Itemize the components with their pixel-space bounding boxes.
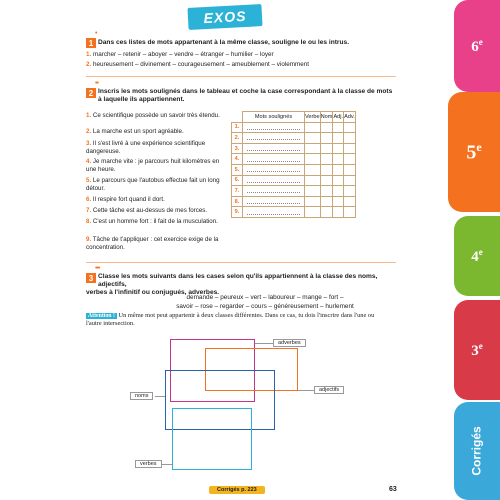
ex2-sentence-3: 3. Il s'est livré à une expérience scientifique dangereuse. (86, 140, 206, 155)
row-number: 4. (232, 154, 243, 165)
adj-checkbox[interactable] (333, 133, 344, 144)
adv-checkbox[interactable] (344, 186, 356, 197)
row-number: 6. (232, 175, 243, 186)
col-adj: Adj. (333, 112, 344, 123)
ex3-title: Classe les mots suivants dans les cases selon qu'ils appartiennent à la classe des noms, adjectifs, verbes à l'infinitif ou conjugués, adverbes. (86, 273, 378, 296)
nom-checkbox[interactable] (320, 175, 333, 186)
row-number: 1. (232, 122, 243, 133)
verbe-checkbox[interactable] (305, 154, 321, 165)
row-number: 9. (232, 207, 243, 218)
mots-cell[interactable] (243, 175, 305, 186)
mots-cell[interactable] (243, 196, 305, 207)
col-mots-soulignes: Mots soulignés (243, 112, 305, 123)
classification-table (231, 111, 356, 218)
tab-4e[interactable] (454, 216, 500, 296)
adv-checkbox[interactable] (344, 164, 356, 175)
mots-cell[interactable] (243, 164, 305, 175)
col-adv: Adv. (344, 112, 356, 123)
adv-checkbox[interactable] (344, 175, 356, 186)
verbe-checkbox[interactable] (305, 133, 321, 144)
ex2-title: Inscris les mots soulignés dans le tableau et coche la case correspondant à la classe de mots à laquelle ils appartiennent. (98, 88, 393, 103)
ex1-difficulty: • (95, 30, 97, 37)
nom-checkbox[interactable] (320, 122, 333, 133)
ex2-sentence-4: 4. Je marche vite : je parcours huit kilomètres en une heure. (86, 158, 220, 173)
mots-cell[interactable] (243, 143, 305, 154)
adv-checkbox[interactable] (344, 122, 356, 133)
ex2-sentence-9: 9. Tâche de t'appliquer : cet exercice exige de la concentration. (86, 236, 219, 251)
nom-checkbox[interactable] (320, 143, 333, 154)
adjectifs-connector (298, 390, 314, 391)
ex2-difficulty: •• (95, 80, 98, 87)
ex2-number: 2 (86, 88, 96, 98)
row-number: 8. (232, 196, 243, 207)
nom-checkbox[interactable] (320, 186, 333, 197)
adv-checkbox[interactable] (344, 207, 356, 218)
verbes-label: verbes (135, 460, 162, 468)
row-number: 5. (232, 164, 243, 175)
nom-checkbox[interactable] (320, 196, 333, 207)
row-number: 3. (232, 143, 243, 154)
verbe-checkbox[interactable] (305, 175, 321, 186)
mots-cell[interactable] (243, 207, 305, 218)
mots-cell[interactable] (243, 154, 305, 165)
col-verbe: Verbe (305, 112, 321, 123)
nom-checkbox[interactable] (320, 164, 333, 175)
tab-6e-label: 6e (471, 36, 483, 55)
row-number: 2. (232, 133, 243, 144)
nom-checkbox[interactable] (320, 133, 333, 144)
adjectifs-label: adjectifs (314, 386, 344, 394)
mots-cell[interactable] (243, 186, 305, 197)
nom-checkbox[interactable] (320, 154, 333, 165)
ex2-sentence-2: 2. La marche est un sport agréable. (86, 128, 184, 135)
adj-checkbox[interactable] (333, 196, 344, 207)
mots-cell[interactable] (243, 133, 305, 144)
nom-checkbox[interactable] (320, 207, 333, 218)
ex3-difficulty: ••• (95, 265, 100, 272)
ex3-number: 3 (86, 273, 96, 283)
table-row (232, 164, 356, 175)
tab-corriges-label: Corrigés (470, 426, 485, 476)
adj-checkbox[interactable] (333, 154, 344, 165)
ex2-sentence-5: 5. Le parcours que l'autobus effectue fait un long détour. (86, 177, 220, 192)
table-row (232, 143, 356, 154)
divider (86, 76, 396, 77)
table-row (232, 133, 356, 144)
tab-3e-label: 3e (471, 340, 483, 359)
adj-checkbox[interactable] (333, 186, 344, 197)
ex2-sentence-6: 6. Il respire fort quand il dort. (86, 196, 165, 203)
corriges-reference[interactable]: Corrigés p. 223 (209, 486, 265, 494)
ex2-sentence-8: 8. C'est un homme fort : il fait de la musculation. (86, 218, 218, 225)
adv-checkbox[interactable] (344, 196, 356, 207)
word-list: demande – peureux – vert – laboureur – mange – fort – savoir – rose – regarder – cours – généreusement – hurlement (176, 294, 354, 310)
verbe-checkbox[interactable] (305, 143, 321, 154)
table-row (232, 122, 356, 133)
noms-connector (155, 396, 165, 397)
table-row (232, 154, 356, 165)
tab-5e-label: 5e (466, 139, 482, 164)
noms-label: noms (130, 392, 153, 400)
ex1-number: 1 (86, 38, 96, 48)
tab-4e-label: 4e (471, 246, 483, 265)
adj-checkbox[interactable] (333, 175, 344, 186)
tab-6e[interactable] (454, 0, 500, 92)
adv-checkbox[interactable] (344, 154, 356, 165)
verbes-box[interactable] (172, 408, 252, 470)
exos-banner: EXOS (187, 4, 262, 30)
verbe-checkbox[interactable] (305, 207, 321, 218)
adverbes-label: adverbes (273, 339, 306, 347)
attention-text: Un même mot peut appartenir à deux classes différentes. Dans ce cas, tu dois l'inscrire dans l'une ou l'autre intersection. (86, 312, 375, 327)
adv-checkbox[interactable] (344, 133, 356, 144)
adverbes-connector (255, 343, 273, 344)
verbe-checkbox[interactable] (305, 122, 321, 133)
table-row (232, 196, 356, 207)
tab-3e[interactable] (454, 300, 500, 400)
ex2-sentence-7: 7. Cette tâche est au-dessus de mes forces. (86, 207, 208, 214)
verbe-checkbox[interactable] (305, 196, 321, 207)
adv-checkbox[interactable] (344, 143, 356, 154)
page-number: 63 (389, 486, 397, 493)
col-nom: Nom (320, 112, 333, 123)
mots-cell[interactable] (243, 122, 305, 133)
attention-note (86, 312, 391, 328)
adj-checkbox[interactable] (333, 207, 344, 218)
verbe-checkbox[interactable] (305, 186, 321, 197)
attention-badge: Attention ! (88, 313, 115, 319)
adj-checkbox[interactable] (333, 164, 344, 175)
table-row (232, 175, 356, 186)
divider (86, 262, 396, 263)
table-row (232, 186, 356, 197)
tab-5e[interactable] (448, 92, 500, 212)
ex2-sentence-1: 1. Ce scientifique possède un savoir très étendu. (86, 112, 220, 119)
verbe-checkbox[interactable] (305, 164, 321, 175)
row-number: 7. (232, 186, 243, 197)
adj-checkbox[interactable] (333, 143, 344, 154)
tab-corriges[interactable] (454, 402, 500, 500)
ex1-title: Dans ces listes de mots appartenant à la même classe, souligne le ou les intrus. (98, 39, 350, 46)
ex1-line-1: 1. marcher – retenir – aboyer – vendre – étranger – humilier – loyer (86, 51, 274, 58)
table-header-row (232, 112, 356, 123)
ex1-line-2: 2. heureusement – divinement – courageusement – ameublement – violemment (86, 61, 309, 68)
table-row (232, 207, 356, 218)
adj-checkbox[interactable] (333, 122, 344, 133)
